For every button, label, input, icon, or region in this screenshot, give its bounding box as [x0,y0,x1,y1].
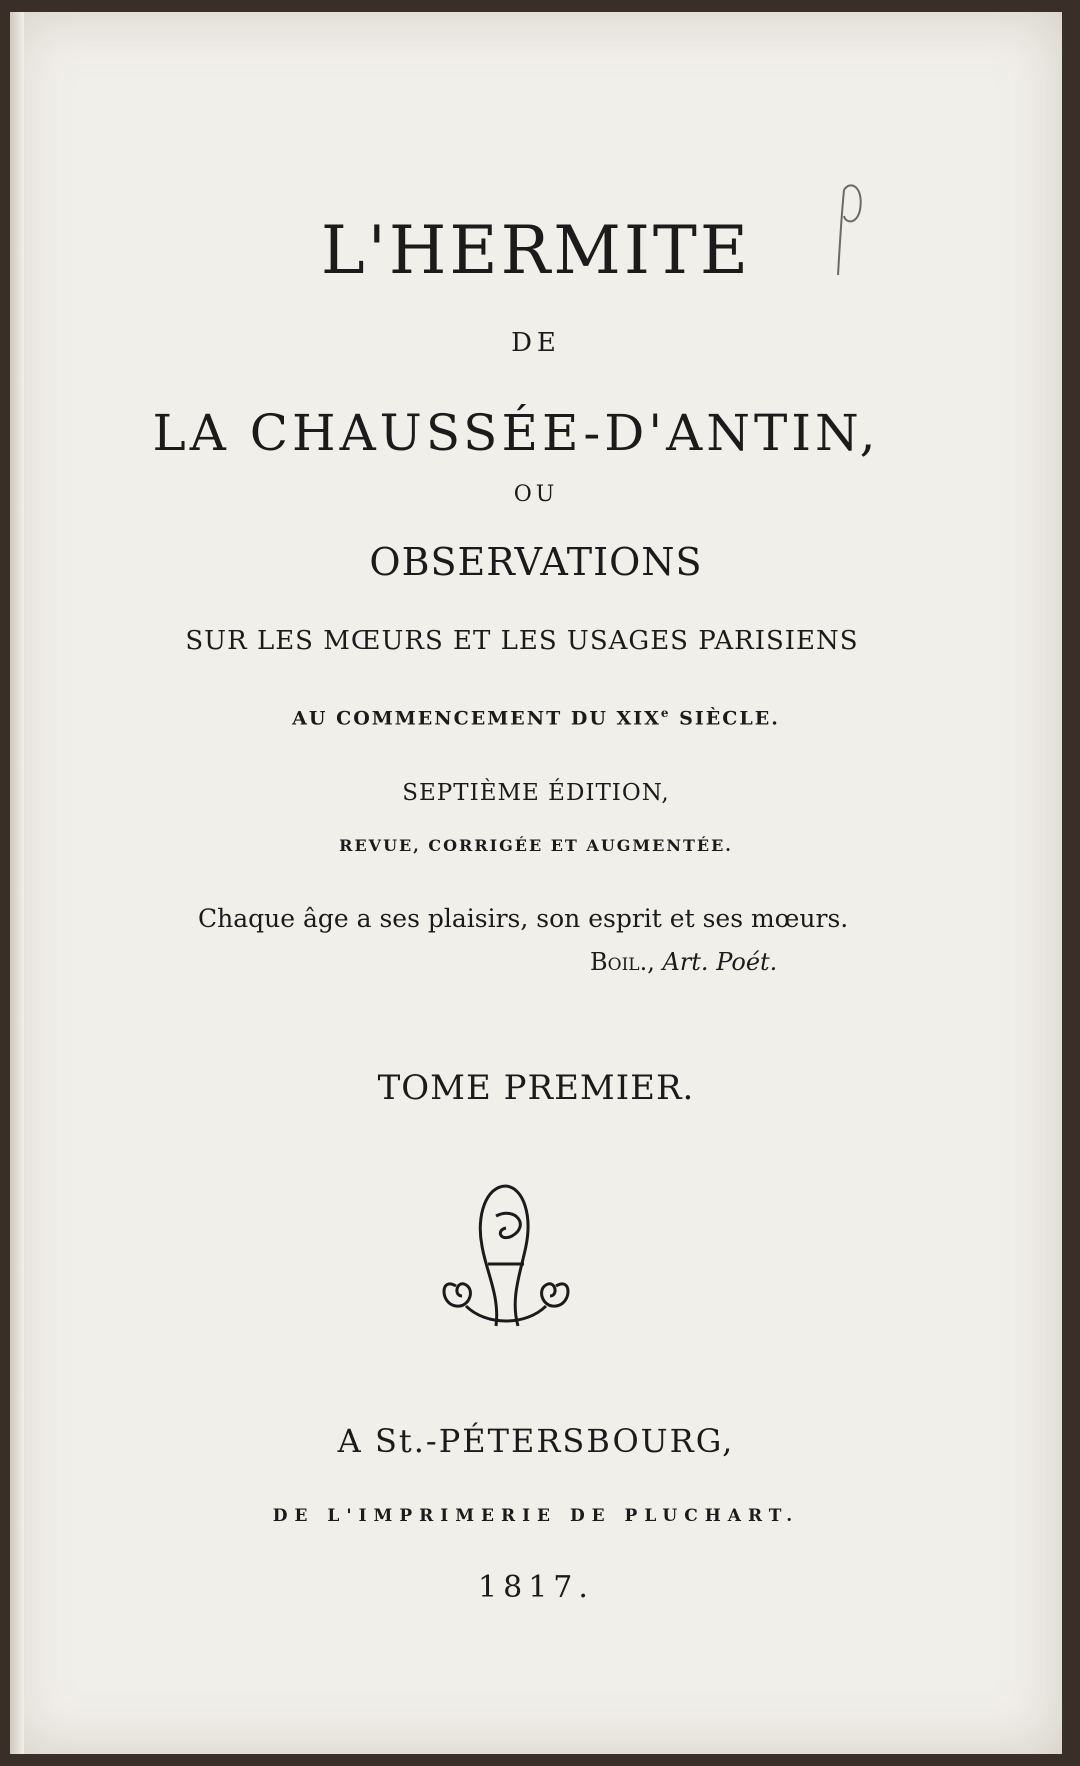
description-line: SUR LES MŒURS ET LES USAGES PARISIENS [185,626,859,656]
attribution-work: Art. Poét. [662,948,778,976]
century-line [10,706,1062,729]
title-page [10,12,1062,1754]
book-subtitle: LA CHAUSSÉE-D'ANTIN, [152,404,880,462]
monogram-icon [426,1176,586,1336]
publication-place: A St.-PÉTERSBOURG, [337,1422,735,1460]
attribution-separator: , [647,948,663,976]
book-title: L'HERMITE [320,212,752,289]
printer-line: DE L'IMPRIMERIE DE PLUCHART. [272,1506,800,1526]
volume-label: TOME PREMIER. [377,1068,695,1108]
century-end: SIÈCLE. [670,707,780,730]
century-superscript: e [660,706,671,720]
publication-year: 1817. [478,1570,594,1605]
epigraph: Chaque âge a ses plaisirs, son esprit et ses mœurs. [198,904,849,933]
edition-line: SEPTIÈME ÉDITION, [402,780,670,806]
attribution-author: Boil. [590,948,648,976]
epigraph-attribution [590,948,777,976]
century-text: AU COMMENCEMENT DU XIX [292,707,661,730]
title-connector-de: DE [511,328,561,358]
title-connector-ou: OU [513,482,559,507]
observations-heading: OBSERVATIONS [369,540,703,584]
revision-line: REVUE, CORRIGÉE ET AUGMENTÉE. [339,836,733,855]
